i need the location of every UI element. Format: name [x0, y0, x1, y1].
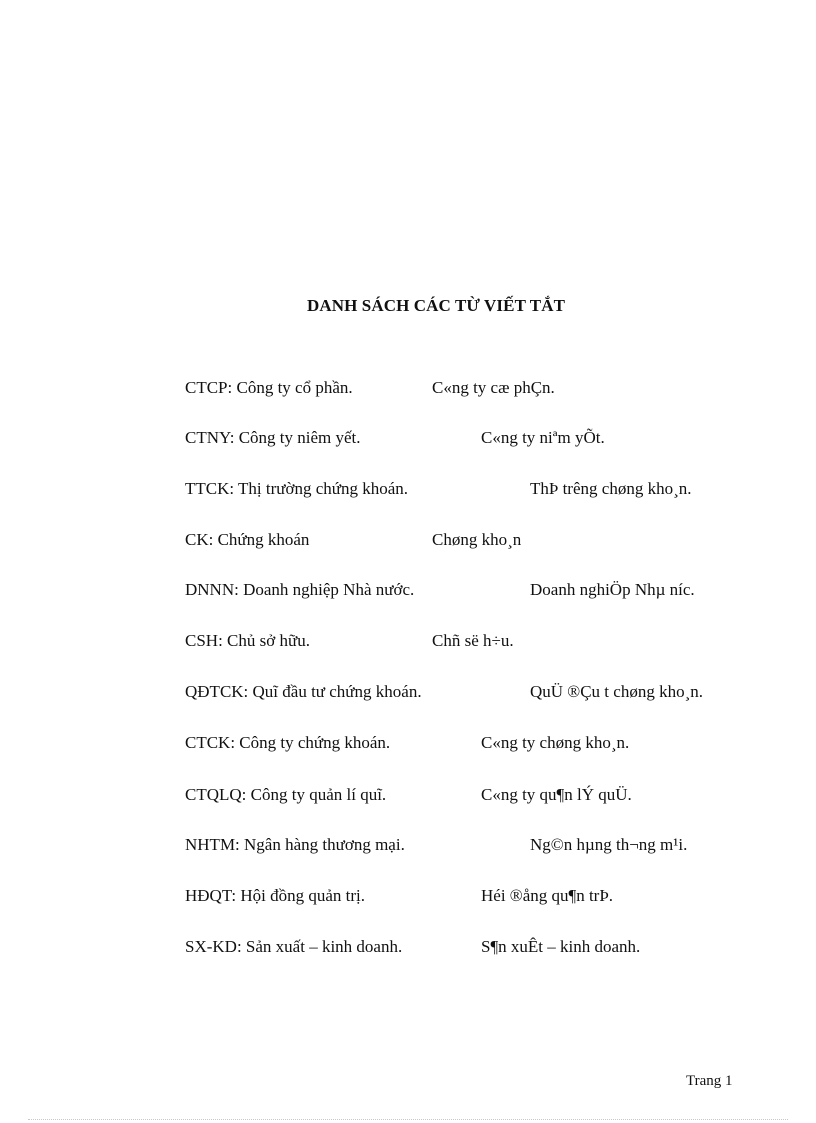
list-item-ctny — [185, 428, 605, 448]
entry-unicode-text: CK: Chứng khoán — [185, 530, 310, 549]
entry-legacy-text: Ng©n hµng th¬ng m¹i. — [530, 835, 688, 854]
entry-legacy-text: Héi ®ång qu¶n trÞ. — [481, 886, 614, 905]
list-item-sxkd — [185, 937, 641, 957]
entry-legacy-text: S¶n xuÊt – kinh doanh. — [481, 937, 641, 956]
entry-legacy-text: ThÞ trêng chøng kho¸n. — [530, 479, 692, 498]
list-item-dnnn — [185, 580, 695, 600]
entry-unicode-text: SX-KD: Sản xuất – kinh doanh. — [185, 937, 403, 956]
list-item-nhtm — [185, 835, 688, 855]
page-number: Trang 1 — [686, 1073, 733, 1089]
entry-unicode-text: CSH: Chủ sở hữu. — [185, 631, 310, 650]
entry-unicode-text: NHTM: Ngân hàng thương mại. — [185, 835, 405, 854]
entry-unicode-text: CTCK: Công ty chứng khoán. — [185, 733, 391, 752]
entry-legacy-text: C«ng ty cæ phÇn. — [432, 378, 555, 397]
entry-unicode-text: CTQLQ: Công ty quản lí quĩ. — [185, 785, 387, 804]
entry-legacy-text: Chñ së h÷u. — [432, 631, 514, 650]
entry-legacy-text: C«ng ty chøng kho¸n. — [481, 733, 630, 752]
list-item-ctck — [185, 733, 630, 753]
entry-unicode-text: TTCK: Thị trường chứng khoán. — [185, 479, 409, 498]
list-item-csh — [185, 631, 514, 651]
list-item-ctcp — [185, 378, 555, 398]
entry-legacy-text: QuÜ ®Çu t chøng kho¸n. — [530, 682, 703, 701]
entry-legacy-text: C«ng ty niªm yÕt. — [481, 428, 605, 447]
list-item-ttck — [185, 479, 692, 499]
entry-unicode-text: HĐQT: Hội đồng quản trị. — [185, 886, 365, 905]
entry-legacy-text: Doanh nghiÖp Nhµ níc. — [530, 580, 695, 599]
page-title: DANH SÁCH CÁC TỪ VIẾT TẮT — [306, 296, 566, 315]
entry-unicode-text: CTNY: Công ty niêm yết. — [185, 428, 361, 447]
entry-unicode-text: QĐTCK: Quĩ đầu tư chứng khoán. — [185, 682, 422, 701]
list-item-ck — [185, 530, 522, 550]
list-item-ctqlq — [185, 785, 632, 805]
entry-legacy-text: Chøng kho¸n — [432, 530, 522, 549]
entry-legacy-text: C«ng ty qu¶n lÝ quÜ. — [481, 785, 632, 804]
list-item-hdqt — [185, 886, 614, 906]
entry-unicode-text: DNNN: Doanh nghiệp Nhà nước. — [185, 580, 415, 599]
list-item-qdtck — [185, 682, 703, 702]
entry-unicode-text: CTCP: Công ty cổ phần. — [185, 378, 353, 397]
footer-divider — [28, 1119, 788, 1120]
